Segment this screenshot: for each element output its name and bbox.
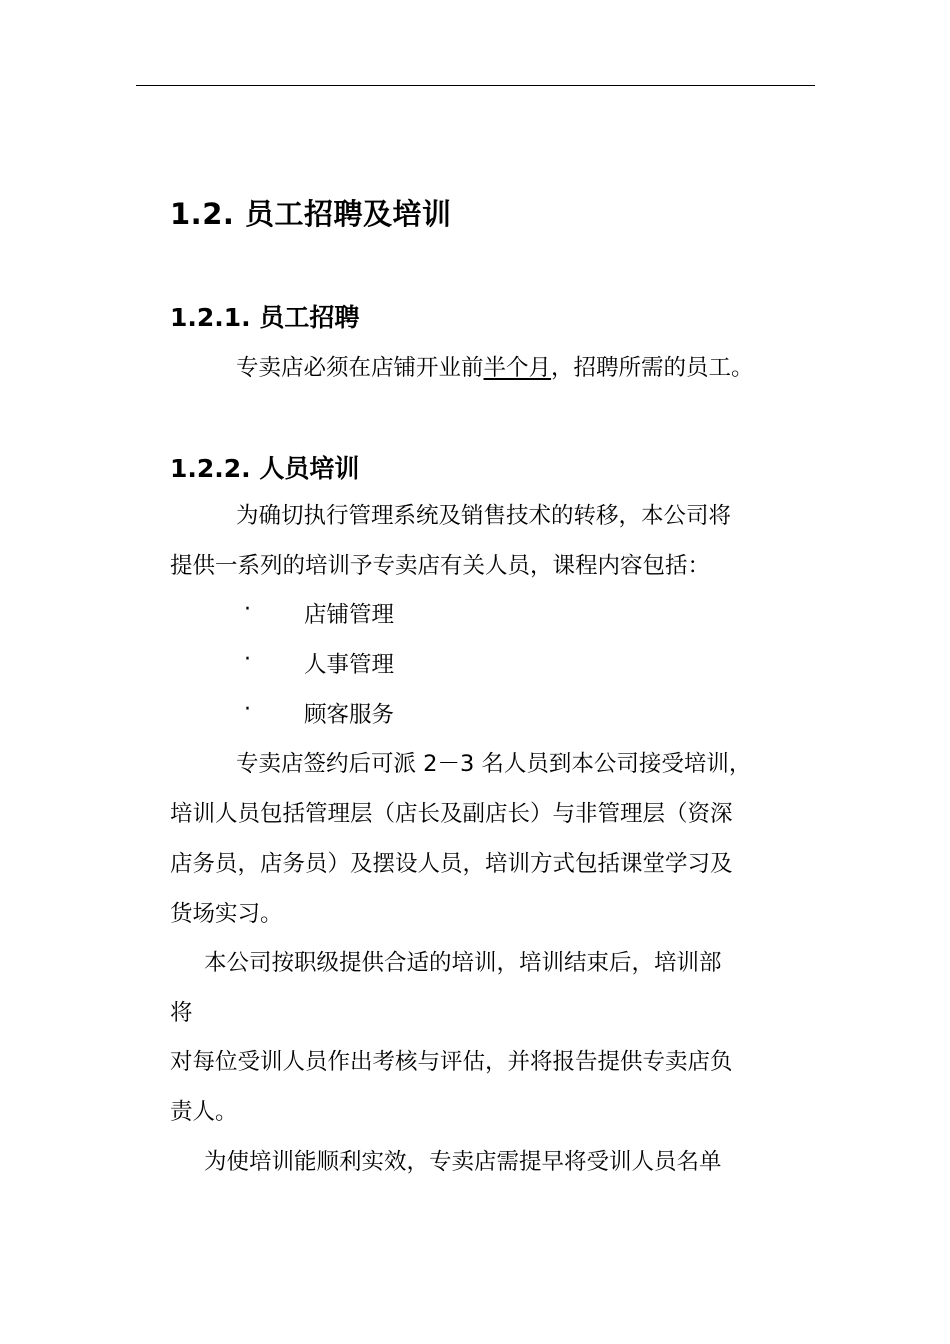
bullet-icon: · bbox=[244, 597, 251, 622]
course-item: 人事管理 bbox=[304, 652, 395, 678]
course-item: 顾客服务 bbox=[304, 702, 395, 728]
training-para3-line-2: 将 bbox=[170, 1000, 193, 1026]
bullet-icon: · bbox=[244, 647, 251, 672]
recruitment-text-underlined: 半个月 bbox=[483, 355, 552, 381]
recruitment-text-end: ，招聘所需的员工。 bbox=[551, 355, 754, 381]
bullet-icon: · bbox=[244, 697, 251, 722]
training-para2-line-4: 货场实习。 bbox=[170, 901, 283, 927]
section-heading-1-2-2: 1.2.2. 人员培训 bbox=[170, 454, 360, 483]
training-intro-line-2: 提供一系列的培训予专卖店有关人员，课程内容包括： bbox=[170, 553, 711, 579]
training-intro-line-1: 为确切执行管理系统及销售技术的转移，本公司将 bbox=[236, 503, 732, 529]
training-para2-line-1: 专卖店签约后可派 2－3 名人员到本公司接受培训， bbox=[236, 751, 752, 777]
header-rule bbox=[136, 85, 815, 86]
recruitment-paragraph bbox=[236, 350, 754, 382]
training-para2-line-3: 店务员，店务员）及摆设人员，培训方式包括课堂学习及 bbox=[170, 851, 733, 877]
training-para3-line-4: 责人。 bbox=[170, 1099, 238, 1125]
training-para3-line-1: 本公司按职级提供合适的培训，培训结束后，培训部 bbox=[204, 950, 722, 976]
training-para2-line-2: 培训人员包括管理层（店长及副店长）与非管理层（资深 bbox=[170, 801, 733, 827]
section-heading-1-2: 1.2. 员工招聘及培训 bbox=[170, 197, 452, 231]
section-heading-1-2-1: 1.2.1. 员工招聘 bbox=[170, 303, 360, 332]
training-para4-line-1: 为使培训能顺利实效，专卖店需提早将受训人员名单 bbox=[204, 1149, 722, 1175]
recruitment-text-start: 专卖店必须在店铺开业前 bbox=[236, 355, 484, 381]
course-item: 店铺管理 bbox=[304, 602, 395, 628]
training-para3-line-3: 对每位受训人员作出考核与评估，并将报告提供专卖店负 bbox=[170, 1049, 733, 1075]
